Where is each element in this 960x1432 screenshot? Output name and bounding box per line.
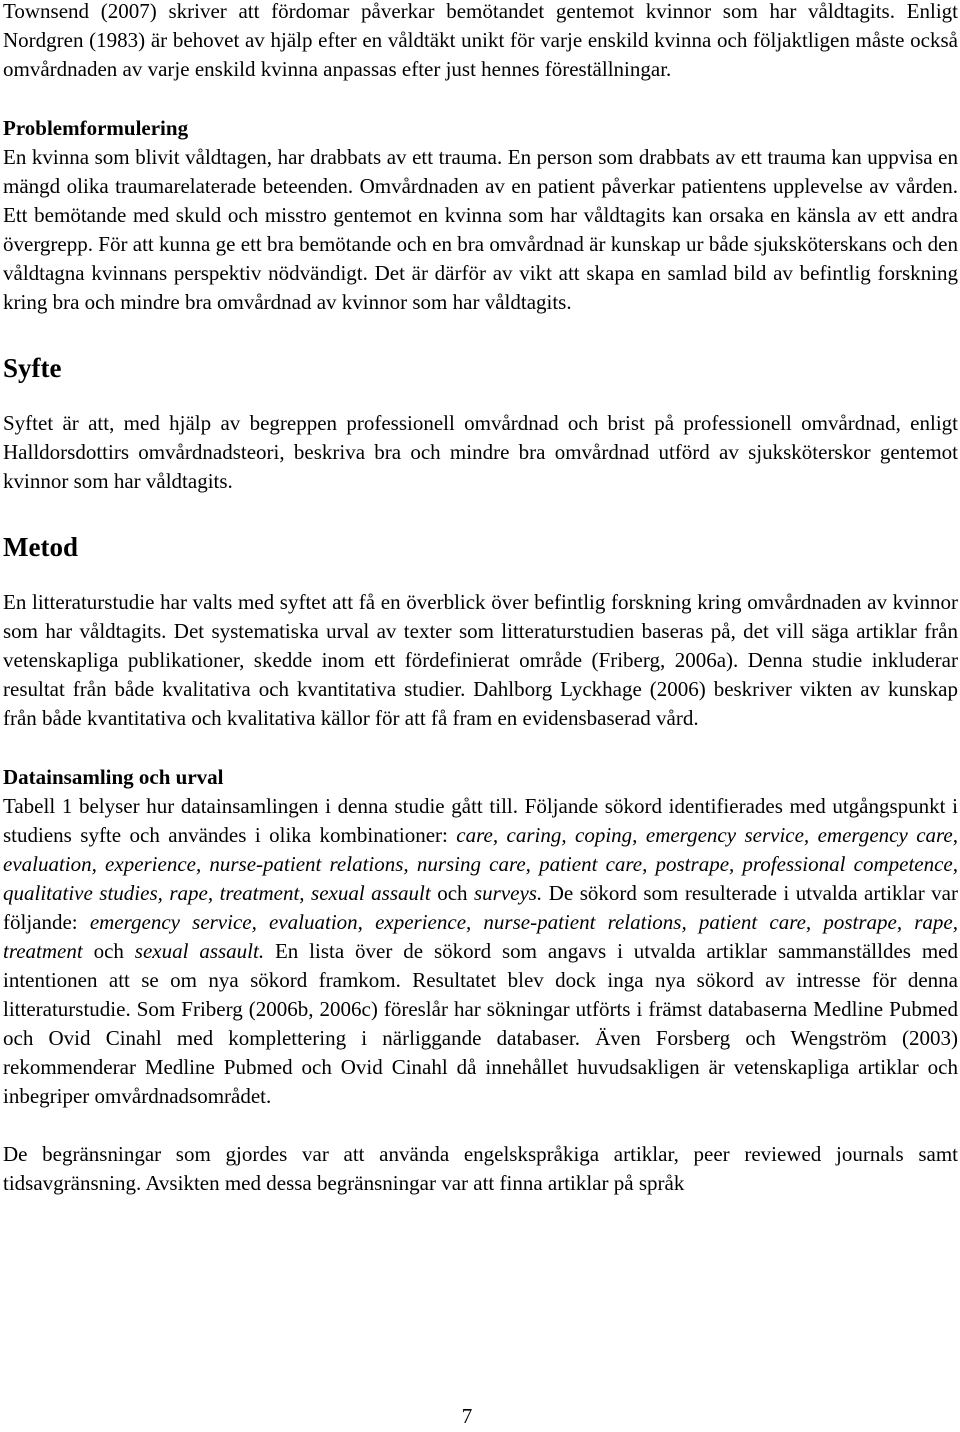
syfte-heading: Syfte bbox=[3, 353, 62, 383]
page-number: 7 bbox=[461, 1404, 473, 1428]
text-run: De sökord som resulterade i utvalda artiklar var följande: bbox=[3, 881, 958, 934]
intro-paragraph: Townsend (2007) skriver att fördomar påverkar bemötandet gentemot kvinnor som har våldtagits. Enligt Nordgren (1983) är behovet av hjälp efter en våldtäkt unikt för varje enskild kvinna och följaktligen måste också omvårdnaden av varje enskild kvinna anpassas efter just hennes föreställningar. bbox=[3, 0, 958, 81]
problem-heading: Problemformulering bbox=[3, 116, 189, 140]
metod-heading: Metod bbox=[3, 532, 78, 562]
search-terms-list: care, caring, coping, emergency service, emergency care, evaluation, experience, nurse-patient relations, nursing care, patient care, postrape, professional competence, qualitative studies, rape, treatment, sexual assault bbox=[3, 823, 958, 905]
text-run: En lista över de sökord som angavs i utvalda artiklar sammanställdes med intentionen att se om nya sökord framkom. Resultatet blev dock inga nya sökord av intresse för denna litteraturstudie. Som Friberg (2006b, 2006c) föreslår har sökningar utförts i främst databaserna Medline Pubmed och Ovid Cinahl med komplettering i närliggande databaser. Även Forsberg och Wengström (2003) rekommenderar Medline Pubmed och Ovid Cinahl då innehållet huvudsakligen är vetenskapliga artiklar och inbegriper omvårdnadsområdet. bbox=[3, 939, 958, 1108]
text-run: och bbox=[430, 881, 474, 905]
limitations-paragraph: De begränsningar som gjordes var att använda engelskspråkiga artiklar, peer reviewed journals samt tidsavgränsning. Avsikten med dessa begränsningar var att finna artiklar på språk bbox=[3, 1142, 958, 1195]
syfte-paragraph: Syftet är att, med hjälp av begreppen professionell omvårdnad och brist på professionell omvårdnad, enligt Halldorsdottirs omvårdnadsteori, beskriva bra och mindre bra omvårdnad utförd av sjuksköterskor gentemot kvinnor som har våldtagits. bbox=[3, 411, 958, 493]
result-terms-list: emergency service, evaluation, experience, nurse-patient relations, patient care, postrape, rape, treatment bbox=[3, 910, 958, 963]
metod-paragraph: En litteraturstudie har valts med syftet att få en överblick över befintlig forskning kring omvårdnaden av kvinnor som har våldtagits. Det systematiska urval av texter som litteraturstudien baseras på, det vill säga artiklar från vetenskapliga publikationer, skedde inom ett fördefinierat område (Friberg, 2006a). Denna studie inkluderar resultat från både kvalitativa och kvantitativa studier. Dahlborg Lyckhage (2006) beskriver vikten av kunskap från både kvantitativa och kvalitativa källor för att få fram en evidensbaserad vård. bbox=[3, 590, 958, 730]
search-term: sexual assault. bbox=[134, 939, 265, 963]
text-run: och bbox=[82, 939, 135, 963]
datainsamling-paragraph bbox=[3, 792, 958, 1111]
datainsamling-heading: Datainsamling och urval bbox=[3, 765, 224, 789]
problem-paragraph: En kvinna som blivit våldtagen, har drabbats av ett trauma. En person som drabbats av ett trauma kan uppvisa en mängd olika traumarelaterade beteenden. Omvårdnaden av en patient påverkar patientens upplevelse av vården. Ett bemötande med skuld och misstro gentemot en kvinna som har våldtagits kan orsaka en känsla av ett andra övergrepp. För att kunna ge ett bra bemötande och en bra omvårdnad är kunskap ur både sjuksköterskans och den våldtagna kvinnans perspektiv nödvändigt. Det är därför av vikt att skapa en samlad bild av befintlig forskning kring bra och mindre bra omvårdnad av kvinnor som har våldtagits. bbox=[3, 145, 958, 314]
search-term: surveys. bbox=[474, 881, 543, 905]
document-page bbox=[3, 0, 958, 1198]
text-run: Tabell 1 belyser hur datainsamlingen i denna studie gått till. Följande sökord identifierades med utgångspunkt i studiens syfte och användes i olika kombinationer: bbox=[3, 794, 958, 847]
